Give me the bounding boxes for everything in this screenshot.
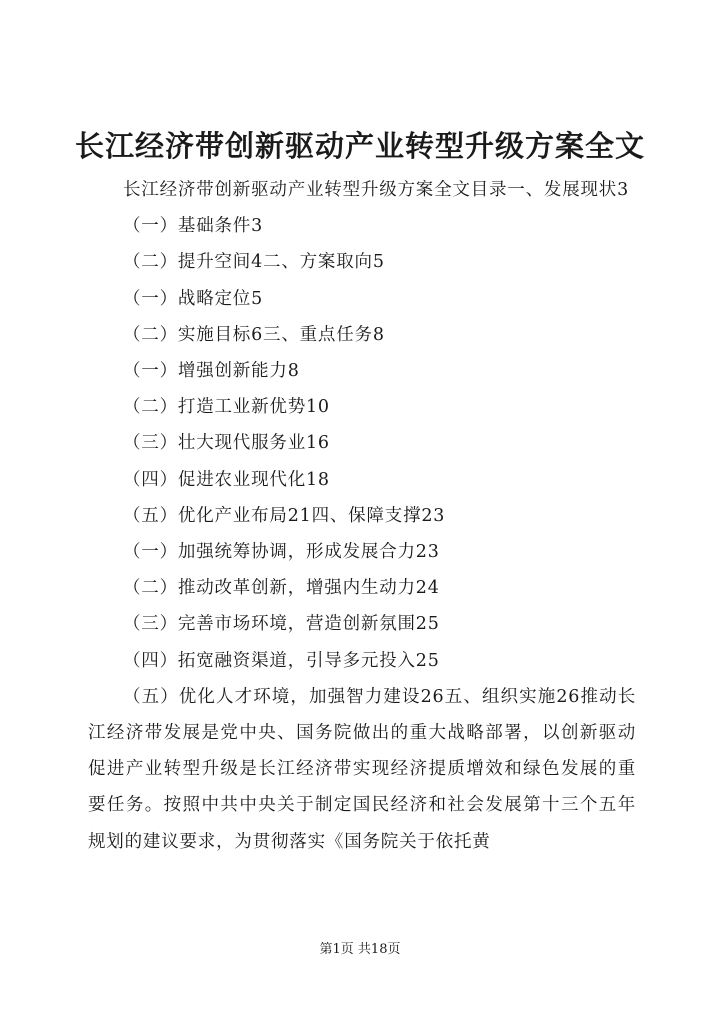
toc-line: （一）加强统筹协调，形成发展合力23	[123, 542, 440, 563]
intro-paragraph: 长江经济带创新驱动产业转型升级方案全文目录一、发展现状3	[123, 180, 630, 200]
document-body	[88, 172, 636, 860]
toc-line: （三）壮大现代服务业16	[123, 433, 330, 454]
toc-line: （一）增强创新能力8	[123, 361, 300, 382]
closing-paragraph: （五）优化人才环境，加强智力建设26五、组织实施26推动长江经济带发展是党中央、国务院做出的重大战略部署，以创新驱动促进产业转型升级是长江经济带实现经济提质增效和绿色发展的重要任务。按照中共中央关于制定国民经济和社会发展第十三个五年规划的建议要求，为贯彻落实《国务院关于依托黄	[88, 686, 636, 852]
toc-line: （二）打造工业新优势10	[123, 397, 330, 418]
toc-line: （一）战略定位5	[123, 288, 264, 309]
toc-line: （二）实施目标6三、重点任务8	[123, 324, 385, 345]
toc-line: （二）推动改革创新，增强内生动力24	[123, 578, 440, 599]
document-title: 长江经济带创新驱动产业转型升级方案全文	[74, 129, 645, 163]
toc-line: （一）基础条件3	[123, 216, 264, 237]
toc-line: （四）拓宽融资渠道，引导多元投入25	[123, 650, 440, 671]
toc-line: （三）完善市场环境，营造创新氛围25	[123, 614, 440, 635]
page-footer: 第1页 共18页	[319, 942, 401, 957]
toc-line: （四）促进农业现代化18	[123, 469, 330, 490]
toc-line: （五）优化产业布局21四、保障支撑23	[123, 505, 446, 526]
toc-line: （二）提升空间4二、方案取向5	[123, 252, 385, 273]
